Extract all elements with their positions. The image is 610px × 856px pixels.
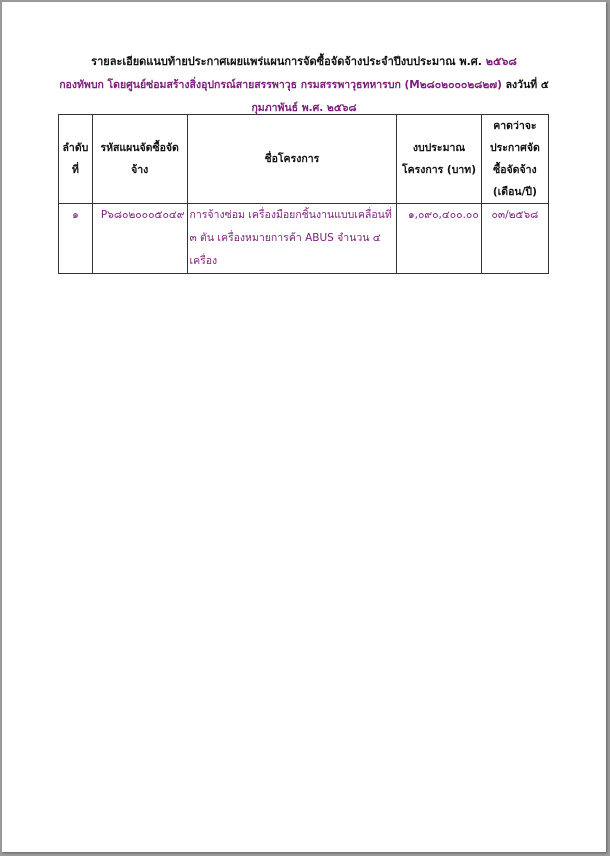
cell-plan-code: P๖๘๐๒๐๐๐๕๐๔๙ — [92, 204, 187, 274]
table-row — [59, 204, 549, 274]
header-expected-date: คาดว่าจะประกาศจัดซื้อจัดจ้าง (เดือน/ปี) — [481, 115, 548, 204]
title-text: รายละเอียดแนบท้ายประกาศเผยแพร่แผนการจัดซื้อจัดจ้างประจำปีงบประมาณ พ.ศ. — [91, 55, 486, 68]
document-title — [2, 52, 606, 70]
title-year: ๒๕๖๘ — [485, 55, 517, 68]
cell-budget: ๑,๐๙๐,๔๐๐.๐๐ — [397, 204, 482, 274]
subtitle-date-label: ลงวันที่ ๕ — [505, 79, 549, 91]
header-plan-code: รหัสแผนจัดซื้อจัดจ้าง — [92, 115, 187, 204]
cell-expected-date: ๐๓/๒๕๖๘ — [481, 204, 548, 274]
subtitle-agency: กองทัพบก โดยศูนย์ซ่อมสร้างสิ่งอุปกรณ์สายสรรพาวุธ กรมสรรพาวุธทหารบก (M๒๘๐๒๐๐๐๒๘๒๗) — [59, 79, 506, 91]
document-date-line: กุมภาพันธ์ พ.ศ. ๒๕๖๘ — [251, 102, 357, 114]
table-header-row — [59, 115, 549, 204]
cell-project-name: การจ้างซ่อม เครื่องมือยกชิ้นงานแบบเคลื่อนที่ ๓ ตัน เครื่องหมายการค้า ABUS จำนวน ๔ เครื่อง — [187, 204, 397, 274]
document-subtitle — [2, 76, 606, 93]
header-budget: งบประมาณโครงการ (บาท) — [397, 115, 482, 204]
cell-order: ๑ — [59, 204, 93, 274]
header-project-name: ชื่อโครงการ — [187, 115, 397, 204]
procurement-plan-table — [58, 114, 549, 274]
header-order: ลำดับที่ — [59, 115, 93, 204]
